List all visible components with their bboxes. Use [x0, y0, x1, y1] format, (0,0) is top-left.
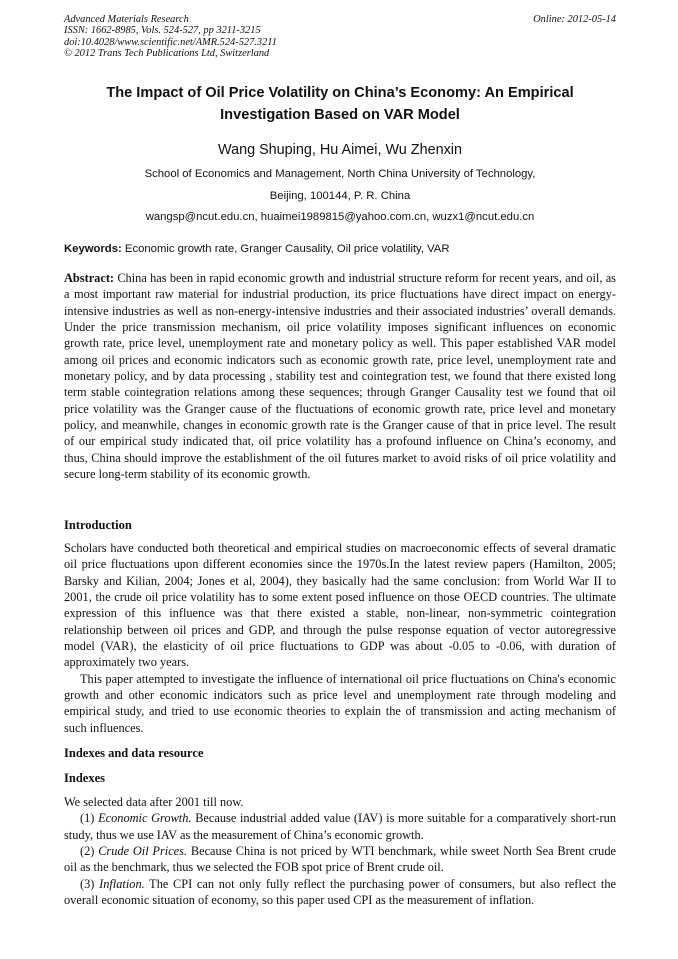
doi-line: doi:10.4028/www.scientific.net/AMR.524-527.3211 [64, 36, 277, 48]
index-item-number: (1) [80, 811, 95, 826]
indexes-intro: We selected data after 2001 till now. [64, 795, 244, 809]
index-item [64, 876, 616, 909]
affiliation-line-2: Beijing, 100144, P. R. China [269, 189, 411, 202]
paper-title [64, 82, 616, 126]
keywords [64, 242, 616, 256]
affiliation-line-1: School of Economics and Management, North China University of Technology, [144, 168, 536, 180]
abstract-label: Abstract: [64, 271, 115, 285]
affiliation [64, 164, 616, 229]
author-list: Wang Shuping, Hu Aimei, Wu Zhenxin [218, 142, 462, 158]
index-item [64, 843, 616, 876]
author-emails: wangsp@ncut.edu.cn, huaimei1989815@yahoo.com.cn, wuzx1@ncut.edu.cn [145, 211, 535, 223]
online-date: Online: 2012-05-14 [533, 14, 616, 25]
keywords-text: Economic growth rate, Granger Causality, Oil price volatility, VAR [124, 243, 450, 255]
title-line-1: The Impact of Oil Price Volatility on China’s Economy: An Empirical [106, 85, 574, 101]
introduction-paragraph-2: This paper attempted to investigate the influence of international oil price fluctuations on China's economic growth and other economic indicators such as price level and unemployment rate through modeling and empirical study, and tried to use economic theories to explain the of transmission and acting mechanism of such influences. [64, 671, 616, 735]
index-item-number: (2) [80, 844, 95, 859]
index-item-text: Because industrial added value (IAV) is more suitable for a comparatively short-run study, thus we use IAV as the measurement of China’s economic growth. [64, 811, 616, 842]
index-item-label: Economic Growth. [98, 811, 192, 826]
copyright-line: © 2012 Trans Tech Publications Ltd, Switzerland [64, 47, 270, 59]
introduction-paragraph-1: Scholars have conducted both theoretical and empirical studies on macroeconomic effects of several dramatic oil price fluctuations upon different economies since the 1970s.In the latest review papers (Hamilton, 2005; Barsky and Kilian, 2004; Jones et al, 2004), they basically had the same conclusion: from World War II to 2001, the crude oil price volatility has to some extent posed influence on those OECD countries. The ultimate expression of this influence was that there existed a stable, non-linear, non-symmetric cointegration relationship between oil prices and GDP, and through the pulse response equation of vector autoregressive model (VAR), the elasticity of oil price fluctuations to GDP was about -0.05 to -0.06, with duration of approximately two years. [64, 541, 616, 670]
index-item [64, 810, 616, 843]
abstract-text: China has been in rapid economic growth and industrial structure reform for recent years, and oil, as a most important raw material for industrial production, its price fluctuations have direct impact on energy-intensive industries as well as non-energy-intensive industries and their associated industries’ overall demands. Under the price transmission mechanism, oil price volatility imposes significant influences on economic growth rate, price level, unemployment rate and monetary policy as well. This paper established VAR model among oil prices and economic indicators such as economic growth rate, price level, unemployment rate and monetary policy, and by data processing , stability test and cointegration test, we found that there existed long term stable cointegration relations among these sequences; through Granger Causality test we found that oil price volatility was the Granger cause of the fluctuations of economic growth rate, price level and monetary policy, and meanwhile, changes in economic growth rate is the Granger cause of that in price level. The result of our empirical study indicated that, oil price volatility has a profound influence on China’s economy, and thus, China should improve the establishment of the oil futures market to avoid risks of oil price volatility and secure long-term stability of its economic growth. [64, 271, 616, 482]
introduction-heading: Introduction [64, 518, 132, 532]
index-item-label: Inflation. [99, 876, 145, 891]
index-item-text: The CPI can not only fully reflect the purchasing power of consumers, but also reflect the overall economic situation of economy, so this paper used CPI as the measurement of inflation. [64, 876, 616, 908]
subsection-heading: Indexes [64, 771, 105, 785]
section-heading: Indexes and data resource [64, 746, 204, 760]
journal-name: Advanced Materials Research [64, 14, 189, 25]
title-line-2: Investigation Based on VAR Model [220, 107, 460, 123]
running-header [64, 14, 616, 59]
indexes-body [64, 794, 616, 908]
abstract [64, 270, 616, 482]
index-item-number: (3) [80, 876, 95, 891]
issn-line: ISSN: 1662-8985, Vols. 524-527, pp 3211-3215 [64, 25, 261, 37]
keywords-label: Keywords: [64, 243, 122, 255]
index-item-text: Because China is not priced by WTI benchmark, while sweet North Sea Brent crude oil as the benchmark, thus we selected the FOB spot price of Brent crude oil. [64, 844, 616, 875]
introduction-body [64, 540, 616, 736]
index-item-label: Crude Oil Prices. [98, 844, 188, 859]
